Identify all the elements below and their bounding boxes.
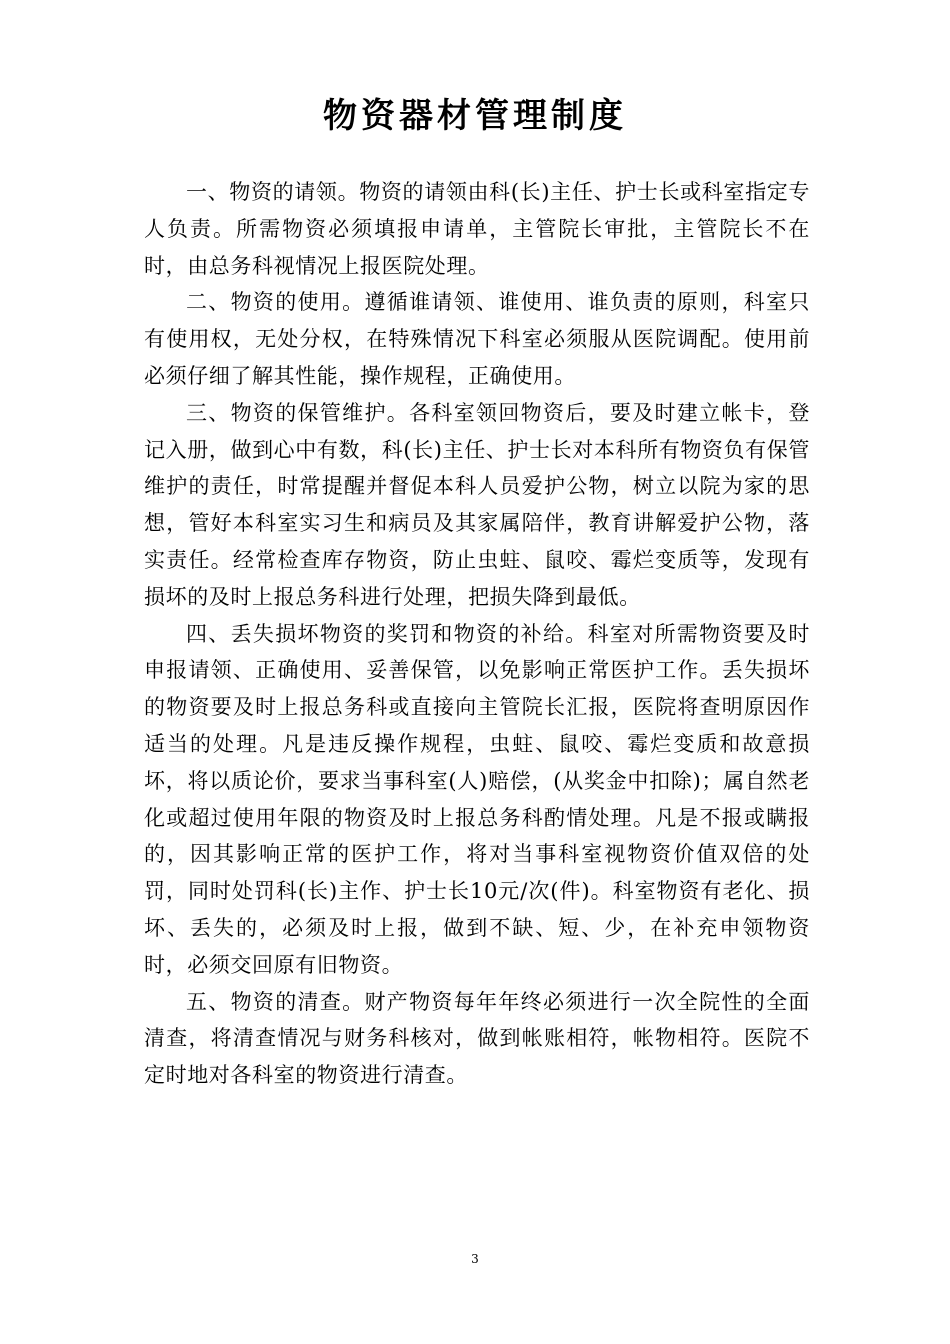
page-number: 3 (471, 1252, 479, 1266)
paragraph-loss-damage: 四、丢失损坏物资的奖罚和物资的补给。科室对所需物资要及时申报请领、正确使用、妥善保管，以免影响正常医护工作。丢失损坏的物资要及时上报总务科或直接向主管院长汇报，医院将查明原因作适当的处理。凡是违反操作规程，虫蛀、鼠咬、霉烂变质和故意损坏，将以质论价，要求当事科室(人)赔偿，(从奖金中扣除)；属自然老化或超过使用年限的物资及时上报总务科酌情处理。凡是不报或瞒报的，因其影响正常的医护工作，将对当事科室视物资价值双倍的处罚，同时处罚科(长)主作、护士长10元/次(件)。科室物资有老化、损坏、丢失的，必须及时上报，做到不缺、短、少，在补充申领物资时，必须交回原有旧物资。 (144, 621, 810, 977)
paragraph-inventory-check: 五、物资的清查。财产物资每年年终必须进行一次全院性的全面清查，将清查情况与财务科核对，做到帐账相符，帐物相符。医院不定时地对各科室的物资进行清查。 (144, 989, 810, 1088)
document-body (144, 174, 810, 1094)
paragraph-usage: 二、物资的使用。遵循谁请领、谁使用、谁负责的原则，科室只有使用权，无处分权，在特殊情况下科室必须服从医院调配。使用前必须仔细了解其性能，操作规程，正确使用。 (144, 290, 810, 388)
paragraph-maintenance: 三、物资的保管维护。各科室领回物资后，要及时建立帐卡，登记入册，做到心中有数，科(长)主任、护士长对本科所有物资负有保管维护的责任，时常提醒并督促本科人员爱护公物，树立以院为家的思想，管好本科室实习生和病员及其家属陪伴，教育讲解爱护公物，落实责任。经常检查库存物资，防止虫蛀、鼠咬、霉烂变质等，发现有损坏的及时上报总务科进行处理，把损失降到最低。 (144, 400, 810, 609)
document-title: 物资器材管理制度 (323, 96, 627, 136)
paragraph-requisition: 一、物资的请领。物资的请领由科(长)主任、护士长或科室指定专人负责。所需物资必须填报申请单，主管院长审批，主管院长不在时，由总务科视情况上报医院处理。 (144, 180, 810, 278)
